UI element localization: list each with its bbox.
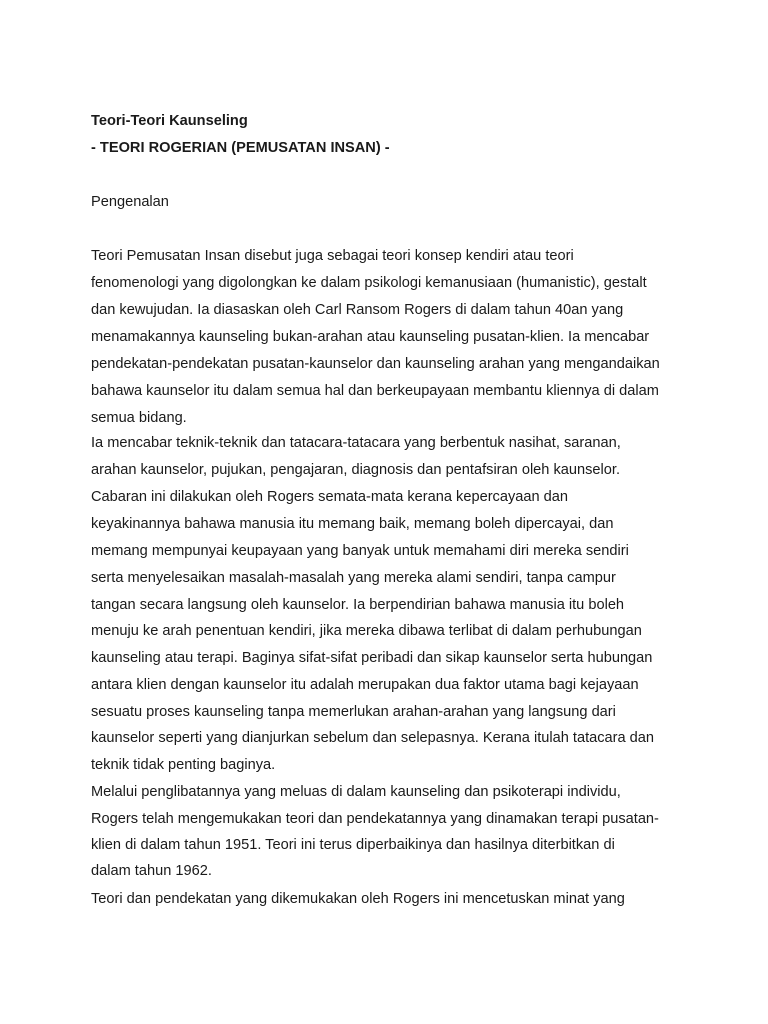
body-line: Cabaran ini dilakukan oleh Rogers semata-mata kerana kepercayaan dan xyxy=(91,489,569,505)
body-line: Teori Pemusatan Insan disebut juga sebagai teori konsep kendiri atau teori xyxy=(91,248,574,264)
body-line: arahan kaunselor, pujukan, pengajaran, diagnosis dan pentafsiran oleh kaunselor. xyxy=(91,462,621,478)
body-line: Teori dan pendekatan yang dikemukakan oleh Rogers ini mencetuskan minat yang xyxy=(91,891,625,907)
body-line: keyakinannya bahawa manusia itu memang baik, memang boleh dipercayai, dan xyxy=(91,516,614,532)
body-line: serta menyelesaikan masalah-masalah yang mereka alami sendiri, tanpa campur xyxy=(91,570,616,586)
body-line: dan kewujudan. Ia diasaskan oleh Carl Ransom Rogers di dalam tahun 40an yang xyxy=(91,302,624,318)
body-line: kaunselor seperti yang dianjurkan sebelum dan selepasnya. Kerana itulah tatacara dan xyxy=(91,730,655,746)
body-line: menuju ke arah penentuan kendiri, jika mereka dibawa terlibat di dalam perhubungan xyxy=(91,623,642,639)
document-title: Teori-Teori Kaunseling xyxy=(91,113,248,129)
document-subtitle: - TEORI ROGERIAN (PEMUSATAN INSAN) - xyxy=(91,140,390,156)
section-heading: Pengenalan xyxy=(91,194,169,210)
body-line: semua bidang. xyxy=(91,410,187,426)
body-line: fenomenologi yang digolongkan ke dalam psikologi kemanusiaan (humanistic), gestalt xyxy=(91,275,647,291)
body-line: tangan secara langsung oleh kaunselor. Ia berpendirian bahawa manusia itu boleh xyxy=(91,597,625,613)
body-line: Ia mencabar teknik-teknik dan tatacara-tatacara yang berbentuk nasihat, saranan, xyxy=(91,435,621,451)
body-line: kaunseling atau terapi. Baginya sifat-sifat peribadi dan sikap kaunselor serta hubungan xyxy=(91,650,653,666)
body-line: menamakannya kaunseling bukan-arahan atau kaunseling pusatan-klien. Ia mencabar xyxy=(91,329,650,345)
body-line: Rogers telah mengemukakan teori dan pendekatannya yang dinamakan terapi pusatan- xyxy=(91,811,659,827)
body-line: pendekatan-pendekatan pusatan-kaunselor dan kaunseling arahan yang mengandaikan xyxy=(91,356,660,372)
body-line: bahawa kaunselor itu dalam semua hal dan berkeupayaan membantu kliennya di dalam xyxy=(91,383,659,399)
body-line: memang mempunyai keupayaan yang banyak untuk memahami diri mereka sendiri xyxy=(91,543,629,559)
body-line: antara klien dengan kaunselor itu adalah merupakan dua faktor utama bagi kejayaan xyxy=(91,677,639,693)
body-line: sesuatu proses kaunseling tanpa memerlukan arahan-arahan yang langsung dari xyxy=(91,704,616,720)
body-line: Melalui penglibatannya yang meluas di dalam kaunseling dan psikoterapi individu, xyxy=(91,784,621,800)
body-line: klien di dalam tahun 1951. Teori ini terus diperbaikinya dan hasilnya diterbitkan di xyxy=(91,837,615,853)
body-line: teknik tidak penting baginya. xyxy=(91,757,276,773)
body-line: dalam tahun 1962. xyxy=(91,863,212,879)
